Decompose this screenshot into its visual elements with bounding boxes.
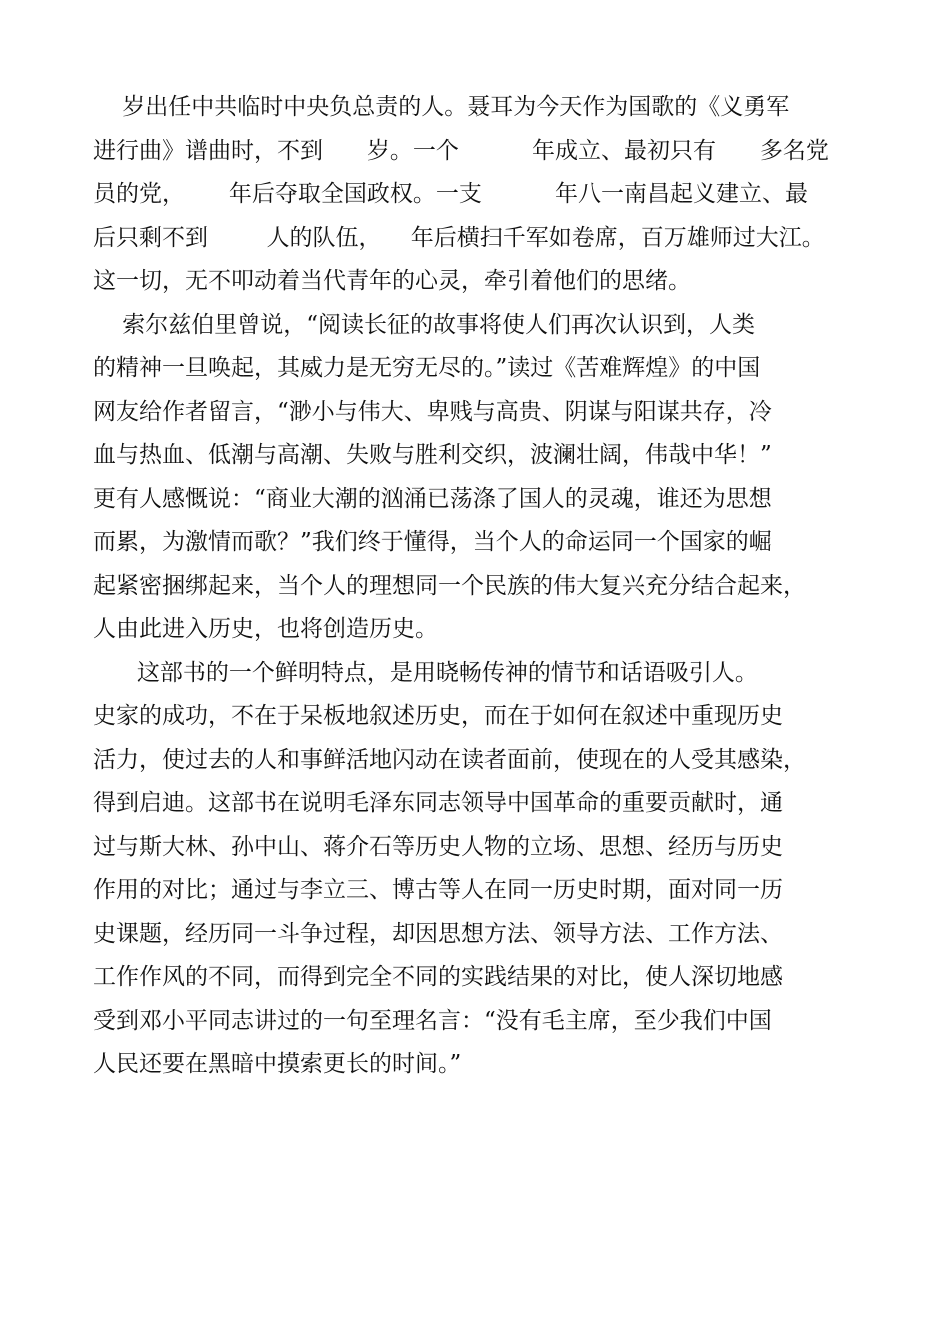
paragraph-3 [93,652,859,1087]
text-line: 后只剩不到 人的队伍， 年后横扫千军如卷席，百万雄师过大江。 [93,224,825,251]
paragraph-1 [93,86,859,304]
text-line: 过与斯大林、孙中山、蒋介石等历史人物的立场、思想、经历与历史 [93,833,783,860]
text-line: 受到邓小平同志讲过的一句至理名言：“没有毛主席，至少我们中国 [93,1007,772,1034]
text-line: 作用的对比；通过与李立三、博古等人在同一历史时期，面对同一历 [93,877,783,903]
text-line: 网友给作者留言，“渺小与伟大、卑贱与高贵、阴谋与阳谋共存，冷 [93,398,772,425]
document-body [93,86,859,1087]
text-line: 而累，为激情而歌？”我们终于懂得，当个人的命运同一个国家的崛 [93,529,772,555]
text-line: 活力，使过去的人和事鲜活地闪动在读者面前，使现在的人受其感染， [93,746,806,773]
paragraph-2 [93,304,859,652]
text-line: 工作作风的不同，而得到完全不同的实践结果的对比，使人深切地感 [93,964,783,990]
text-line: 索尔兹伯里曾说，“阅读长征的故事将使人们再次认识到，人类 [93,311,756,338]
text-line: 史课题，经历同一斗争过程，却因思想方法、领导方法、工作方法、 [93,920,783,947]
text-line: 员的党， 年后夺取全国政权。一支 年八一南昌起义建立、最 [93,181,808,207]
text-line: 岁出任中共临时中央负总责的人。聂耳为今天作为国歌的《义勇军 [93,94,790,120]
text-line: 得到启迪。这部书在说明毛泽东同志领导中国革命的重要贡献时，通 [93,790,783,816]
text-line: 起紧密捆绑起来，当个人的理想同一个民族的伟大复兴充分结合起来， [93,572,806,599]
text-line: 进行曲》谱曲时，不到 岁。一个 年成立、最初只有 多名党 [93,137,829,164]
text-line: 史家的成功，不在于呆板地叙述历史，而在于如何在叙述中重现历史 [93,703,783,729]
text-line: 的精神一旦唤起，其威力是无穷无尽的。”读过《苦难辉煌》的中国 [93,355,761,381]
text-line: 这部书的一个鲜明特点，是用晓畅传神的情节和话语吸引人。 [93,659,758,686]
text-line: 更有人感慨说：“商业大潮的汹涌已荡涤了国人的灵魂，谁还为思想 [93,485,772,512]
text-line: 人民还要在黑暗中摸索更长的时间。” [93,1051,462,1077]
text-line: 血与热血、低潮与高潮、失败与胜利交织，波澜壮阔，伟哉中华！” [93,442,772,468]
text-line: 人由此进入历史，也将创造历史。 [93,616,438,642]
text-line: 这一切，无不叩动着当代青年的心灵，牵引着他们的思绪。 [93,268,691,294]
